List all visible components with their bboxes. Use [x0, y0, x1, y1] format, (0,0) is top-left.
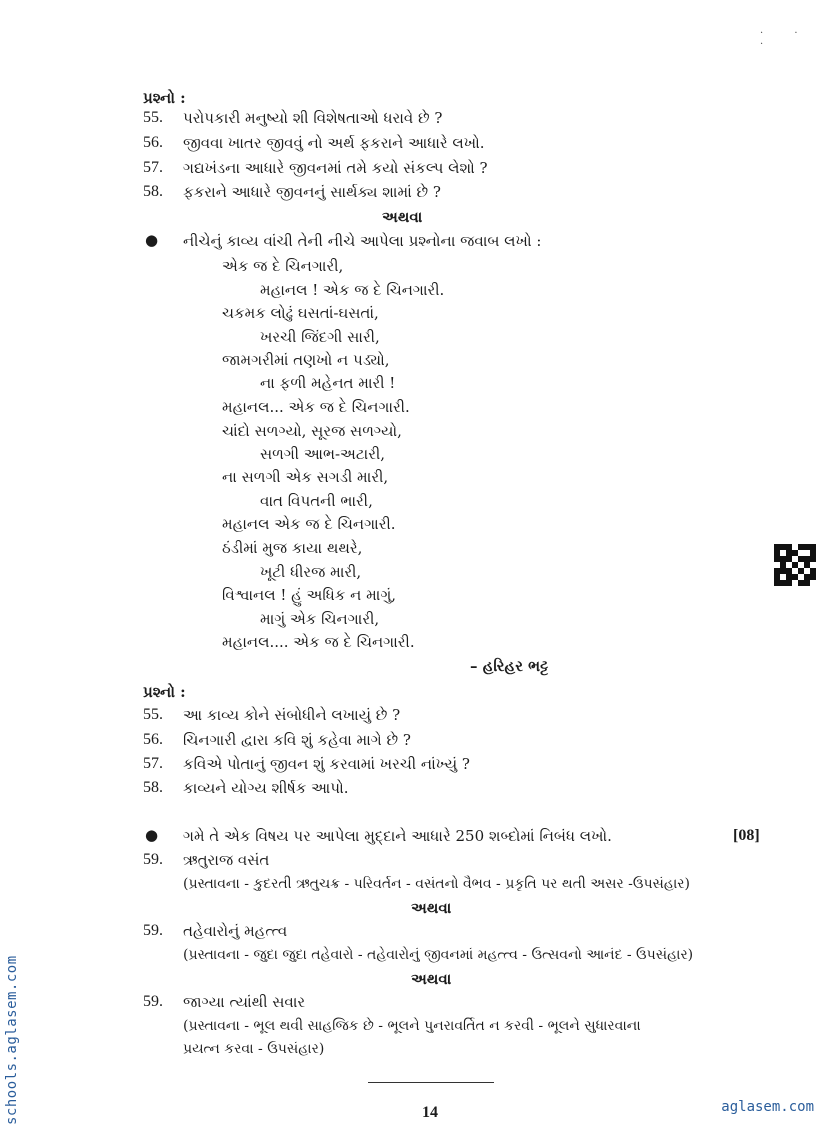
- poem-line: ચકમક લોઢું ઘસતાં-ઘસતાં,: [222, 304, 379, 322]
- q57b-num: 57.: [143, 755, 163, 772]
- qr-code: [774, 544, 816, 586]
- q57-num: 57.: [143, 159, 163, 176]
- poem-line: ખરચી જિંદગી સારી,: [260, 328, 380, 346]
- q58b-num: 58.: [143, 779, 163, 796]
- scan-marks: · · ·: [760, 28, 812, 50]
- essay3-num: 59.: [143, 993, 163, 1010]
- poem-line: માગું એક ચિનગારી,: [260, 610, 380, 628]
- q57-text: ગદ્યખંડના આધારે જીવનમાં તમે કયો સંકલ્પ લેશો ?: [183, 159, 488, 177]
- q55-text: પરોપકારી મનુષ્યો શી વિશેષતાઓ ધરાવે છે ?: [183, 109, 443, 127]
- poem-line: મહાનલ ! એક જ દે ચિનગારી.: [260, 281, 445, 299]
- poem-line: એક જ દે ચિનગારી,: [222, 257, 344, 275]
- essay3-title: જાગ્યા ત્યાંથી સવાર: [183, 993, 306, 1011]
- q58b-text: કાવ્યને યોગ્ય શીર્ષક આપો.: [183, 779, 349, 797]
- essay2-points: (પ્રસ્તાવના - જુદા જુદા તહેવારો - તહેવારોનું જીવનમાં મહત્ત્વ - ઉત્સવનો આનંદ - ઉપસંહાર): [183, 947, 694, 963]
- q56-text: જીવવા ખાતર જીવવું નો અર્થ ફકરાને આધારે લખો.: [183, 134, 485, 152]
- q56b-text: ચિનગારી દ્વારા કવિ શું કહેવા માગે છે ?: [183, 731, 411, 749]
- poem-line: વિશ્વાનલ ! હું અધિક ન માગું,: [222, 586, 397, 604]
- q57b-text: કવિએ પોતાનું જીવન શું કરવામાં ખરચી નાંખ્યું ?: [183, 755, 470, 773]
- poem-line: ના સળગી એક સગડી મારી,: [222, 468, 389, 486]
- or-label-3: અથવા: [411, 970, 452, 988]
- bullet-poem: ●: [145, 231, 159, 249]
- poem-instruction: નીચેનું કાવ્ય વાંચી તેની નીચે આપેલા પ્રશ્નોના જવાબ લખો :: [183, 232, 542, 250]
- poem-line: મહાનલ... એક જ દે ચિનગારી.: [222, 398, 410, 416]
- poem-line: મહાનલ એક જ દે ચિનગારી.: [222, 515, 396, 533]
- page-number: 14: [422, 1104, 438, 1121]
- q56b-num: 56.: [143, 731, 163, 748]
- footer-divider: [368, 1082, 494, 1083]
- bullet-essay: ●: [145, 826, 159, 844]
- poem-line: ખૂટી ધીરજ મારી,: [260, 563, 362, 581]
- essay-instruction: ગમે તે એક વિષય પર આપેલા મુદ્દાને આધારે 250 શબ્દોમાં નિબંધ લખો.: [183, 827, 612, 845]
- brand-watermark: aglasem.com: [721, 1099, 814, 1115]
- poem-line: ના ફળી મહેનત મારી !: [260, 374, 396, 392]
- or-label-1: અથવા: [382, 208, 423, 226]
- essay3-points-line1: (પ્રસ્તાવના - ભૂલ થવી સાહજિક છે - ભૂલને પુનરાવર્તિત ન કરવી - ભૂલને સુધારવાના: [183, 1018, 641, 1034]
- q55b-text: આ કાવ્ય કોને સંબોધીને લખાયું છે ?: [183, 706, 401, 724]
- q58-num: 58.: [143, 183, 163, 200]
- side-watermark: schools.aglasem.com: [4, 955, 20, 1125]
- q55b-num: 55.: [143, 706, 163, 723]
- section2-heading: પ્રશ્નો :: [143, 683, 186, 701]
- poem-line: ઠંડીમાં મુજ કાયા થથરે,: [222, 539, 363, 557]
- essay1-num: 59.: [143, 851, 163, 868]
- poem-line: ચાંદો સળગ્યો, સૂરજ સળગ્યો,: [222, 422, 402, 440]
- essay-marks: [08]: [733, 827, 760, 844]
- poet-name: – હરિહર ભટ્ટ: [470, 657, 549, 675]
- q58-text: ફકરાને આધારે જીવનનું સાર્થક્ય શામાં છે ?: [183, 183, 441, 201]
- essay1-points: (પ્રસ્તાવના - કુદરતી ઋતુચક્ર - પરિવર્તન - વસંતનો વૈભવ - પ્રકૃતિ પર થતી અસર -ઉપસંહાર): [183, 876, 690, 892]
- essay3-points-line2: પ્રયત્ન કરવા - ઉપસંહાર): [183, 1041, 325, 1057]
- essay1-title: ઋતુરાજ વસંત: [183, 851, 270, 869]
- section1-heading: પ્રશ્નો :: [143, 89, 186, 107]
- essay2-num: 59.: [143, 922, 163, 939]
- poem-line: વાત વિપતની ભારી,: [260, 492, 373, 510]
- poem-line: જામગરીમાં તણખો ન પડ્યો,: [222, 351, 390, 369]
- poem-line: સળગી આભ-અટારી,: [260, 445, 386, 463]
- q55-num: 55.: [143, 109, 163, 126]
- poem-line: મહાનલ.... એક જ દે ચિનગારી.: [222, 633, 415, 651]
- q56-num: 56.: [143, 134, 163, 151]
- or-label-2: અથવા: [411, 899, 452, 917]
- essay2-title: તહેવારોનું મહત્ત્વ: [183, 922, 288, 940]
